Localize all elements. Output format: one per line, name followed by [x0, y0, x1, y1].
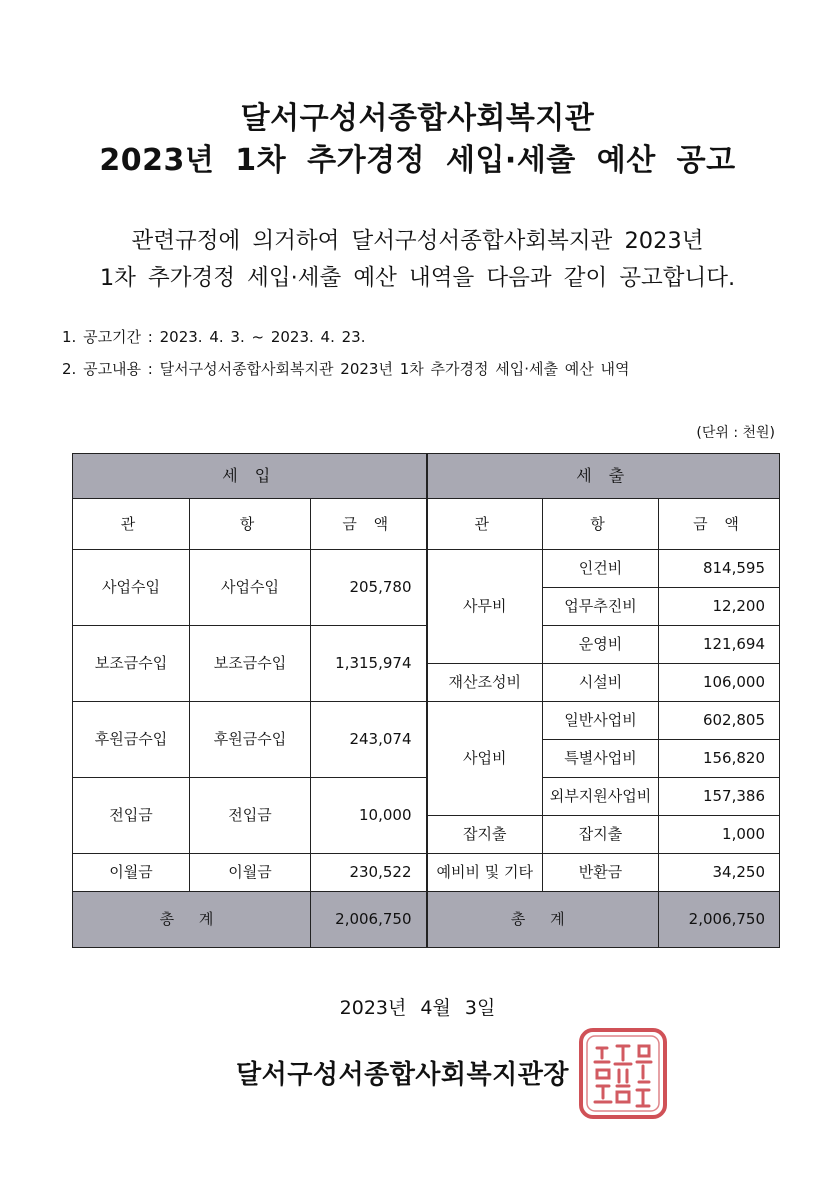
- revenue-hang-cell: 이월금: [190, 854, 311, 892]
- expense-gwan-header: 관: [427, 499, 543, 550]
- revenue-gwan-cell: 사업수입: [73, 550, 190, 626]
- expense-amount-header: 금 액: [659, 499, 780, 550]
- revenue-section-header: 세 입: [73, 454, 427, 499]
- revenue-amount-cell: 10,000: [311, 778, 427, 854]
- revenue-hang-cell: 사업수입: [190, 550, 311, 626]
- revenue-amount-cell: 230,522: [311, 854, 427, 892]
- expense-total-amount: 2,006,750: [659, 892, 780, 948]
- expense-hang-cell: 시설비: [543, 664, 659, 702]
- expense-hang-cell: 일반사업비: [543, 702, 659, 740]
- expense-hang-cell: 운영비: [543, 626, 659, 664]
- revenue-amount-cell: 1,315,974: [311, 626, 427, 702]
- expense-hang-cell: 인건비: [543, 550, 659, 588]
- revenue-hang-cell: 보조금수입: [190, 626, 311, 702]
- expense-gwan-cell: 재산조성비: [427, 664, 543, 702]
- notice-content-item: 2. 공고내용 : 달서구성서종합사회복지관 2023년 1차 추가경정 세입·세출 예산 내역: [62, 360, 630, 378]
- expense-hang-header: 항: [543, 499, 659, 550]
- table-row: [73, 702, 780, 740]
- expense-amount-cell: 156,820: [659, 740, 780, 778]
- table-row: [73, 626, 780, 664]
- expense-total-label: 총 계: [427, 892, 659, 948]
- expense-hang-cell: 잡지출: [543, 816, 659, 854]
- revenue-gwan-cell: 이월금: [73, 854, 190, 892]
- expense-amount-cell: 34,250: [659, 854, 780, 892]
- expense-hang-cell: 특별사업비: [543, 740, 659, 778]
- revenue-amount-cell: 243,074: [311, 702, 427, 778]
- revenue-total-amount: 2,006,750: [311, 892, 427, 948]
- signer-name: 달서구성서종합사회복지관장: [236, 1060, 570, 1090]
- expense-amount-cell: 814,595: [659, 550, 780, 588]
- intro-line-1: 관련규정에 의거하여 달서구성서종합사회복지관 2023년: [131, 228, 704, 254]
- column-header-row: [73, 499, 780, 550]
- expense-amount-cell: 157,386: [659, 778, 780, 816]
- expense-hang-cell: 업무추진비: [543, 588, 659, 626]
- revenue-gwan-cell: 보조금수입: [73, 626, 190, 702]
- expense-amount-cell: 602,805: [659, 702, 780, 740]
- budget-table: [72, 453, 780, 948]
- expense-hang-cell: 외부지원사업비: [543, 778, 659, 816]
- revenue-amount-cell: 205,780: [311, 550, 427, 626]
- expense-amount-cell: 121,694: [659, 626, 780, 664]
- intro-line-2: 1차 추가경정 세입·세출 예산 내역을 다음과 같이 공고합니다.: [99, 265, 736, 291]
- revenue-hang-header: 항: [190, 499, 311, 550]
- expense-gwan-cell: 잡지출: [427, 816, 543, 854]
- total-row: [73, 892, 780, 948]
- unit-note: (단위 : 천원): [696, 425, 775, 441]
- document-title: 달서구성서종합사회복지관: [240, 101, 595, 136]
- expense-gwan-cell: 사업비: [427, 702, 543, 816]
- expense-gwan-cell: 사무비: [427, 550, 543, 664]
- expense-amount-cell: 106,000: [659, 664, 780, 702]
- document-subtitle: 2023년 1차 추가경정 세입·세출 예산 공고: [99, 143, 736, 178]
- expense-section-header: 세 출: [427, 454, 780, 499]
- section-header-row: [73, 454, 780, 499]
- revenue-amount-header: 금 액: [311, 499, 427, 550]
- revenue-total-label: 총 계: [73, 892, 311, 948]
- expense-amount-cell: 1,000: [659, 816, 780, 854]
- revenue-gwan-cell: 전입금: [73, 778, 190, 854]
- revenue-gwan-header: 관: [73, 499, 190, 550]
- expense-gwan-cell: 예비비 및 기타: [427, 854, 543, 892]
- expense-hang-cell: 반환금: [543, 854, 659, 892]
- expense-amount-cell: 12,200: [659, 588, 780, 626]
- table-row: [73, 550, 780, 588]
- revenue-gwan-cell: 후원금수입: [73, 702, 190, 778]
- notice-date: 2023년 4월 3일: [339, 997, 496, 1019]
- official-seal-icon: [577, 1026, 669, 1121]
- revenue-hang-cell: 전입금: [190, 778, 311, 854]
- revenue-hang-cell: 후원금수입: [190, 702, 311, 778]
- notice-period-item: 1. 공고기간 : 2023. 4. 3. ~ 2023. 4. 23.: [62, 328, 366, 346]
- table-row: [73, 778, 780, 816]
